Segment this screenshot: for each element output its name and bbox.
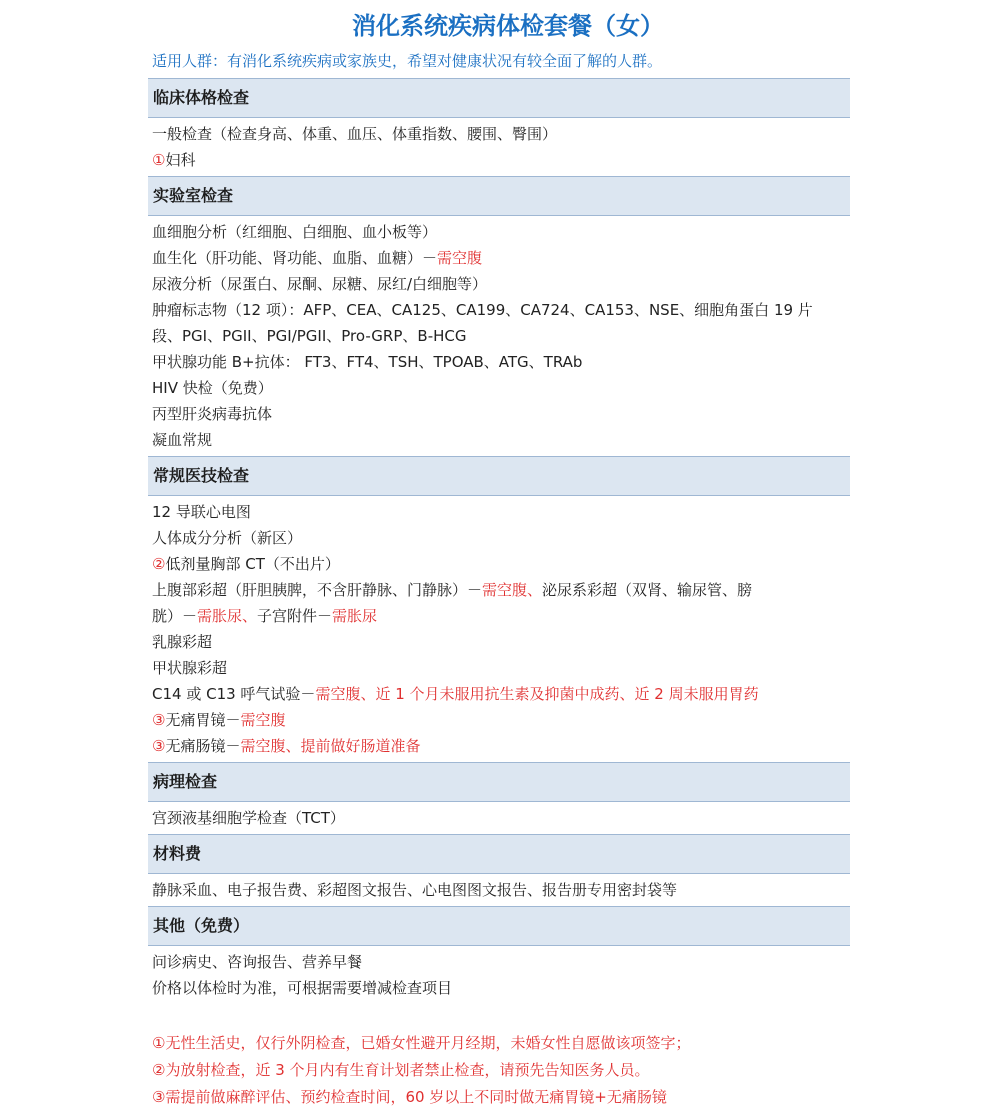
item-text: 血生化（肝功能、肾功能、血脂、血糖）－ [152, 249, 438, 267]
item-line [152, 629, 850, 655]
item-text: 无痛肠镜－ [165, 737, 241, 755]
item-text: 肿瘤标志物（12 项）：AFP、CEA、CA125、CA199、CA724、CA153、NSE、细胞角蛋白 19 片 [152, 301, 813, 319]
item-text: 丙型肝炎病毒抗体 [152, 405, 273, 423]
section-header: 材料费 [148, 834, 850, 874]
section-header: 临床体格检查 [148, 78, 850, 118]
item-text: 无痛胃镜－ [165, 711, 241, 729]
item-line [152, 427, 850, 453]
section [148, 834, 850, 906]
item-text: HIV 快检（免费） [152, 379, 273, 397]
item-text: 妇科 [165, 151, 196, 169]
item-line [152, 551, 850, 577]
item-line [152, 147, 850, 173]
item-line [152, 245, 850, 271]
item-text: 宫颈液基细胞学检查（TCT） [152, 809, 345, 827]
item-line [152, 603, 850, 629]
section-body [148, 874, 850, 906]
section-body [148, 496, 850, 762]
item-text: 上腹部彩超（肝胆胰脾，不含肝静脉、门静脉）－ [152, 581, 483, 599]
item-text: 一般检查（检查身高、体重、血压、体重指数、腰围、臀围） [152, 125, 558, 143]
section-body [148, 216, 850, 456]
footnote: ①无性生活史，仅行外阴检查，已婚女性避开月经期，未婚女性自愿做该项签字； [152, 1034, 691, 1052]
item-text: 甲状腺彩超 [152, 659, 228, 677]
checkup-package-document [148, 0, 850, 1111]
item-text: 血细胞分析（红细胞、白细胞、血小板等） [152, 223, 438, 241]
requirement-text: 需空腹 [240, 711, 286, 729]
item-line [152, 349, 850, 375]
item-text: 静脉采血、电子报告费、彩超图文报告、心电图图文报告、报告册专用密封袋等 [152, 881, 678, 899]
requirement-text: 需胀尿 [332, 607, 378, 625]
item-text: 段、PGI、PGII、PGI/PGII、Pro-GRP、B-HCG [152, 327, 467, 345]
item-text: 胱）－ [152, 607, 198, 625]
item-line [152, 219, 850, 245]
section-body [148, 946, 850, 1004]
item-line [152, 707, 850, 733]
requirement-text: ① [152, 151, 166, 169]
item-line [152, 525, 850, 551]
requirement-text: 需空腹、提前做好肠道准备 [240, 737, 421, 755]
sections-container [148, 78, 850, 1004]
item-line [152, 949, 850, 975]
item-line [152, 121, 850, 147]
item-text: 价格以体检时为准，可根据需要增减检查项目 [152, 979, 453, 997]
requirement-text: ③ [152, 737, 166, 755]
requirement-text: 需胀尿、 [197, 607, 258, 625]
footnote: ②为放射检查，近 3 个月内有生育计划者禁止检查，请预先告知医务人员。 [152, 1061, 650, 1079]
item-line [152, 375, 850, 401]
section-body [148, 802, 850, 834]
section [148, 176, 850, 456]
section-header: 病理检查 [148, 762, 850, 802]
section-header: 实验室检查 [148, 176, 850, 216]
notes-container [148, 1030, 850, 1111]
item-line [152, 733, 850, 759]
requirement-text: 需空腹、近 1 个月未服用抗生素及抑菌中成药、近 2 周未服用胃药 [315, 685, 759, 703]
item-text: 子宫附件－ [257, 607, 333, 625]
item-line [152, 499, 850, 525]
item-text: 问诊病史、咨询报告、营养早餐 [152, 953, 363, 971]
requirement-text: 需空腹、 [482, 581, 543, 599]
section [148, 906, 850, 1004]
item-line [152, 401, 850, 427]
section [148, 78, 850, 176]
item-text: C14 或 C13 呼气试验－ [152, 685, 316, 703]
item-text: 乳腺彩超 [152, 633, 213, 651]
item-line [152, 323, 850, 349]
item-line [152, 975, 850, 1001]
section-body [148, 118, 850, 176]
item-line [152, 297, 850, 323]
section [148, 762, 850, 834]
item-text: 凝血常规 [152, 431, 213, 449]
item-line [152, 655, 850, 681]
page-title: 消化系统疾病体检套餐（女） [352, 12, 664, 40]
section-header: 其他（免费） [148, 906, 850, 946]
item-line [152, 805, 850, 831]
item-text: 尿液分析（尿蛋白、尿酮、尿糖、尿红/白细胞等） [152, 275, 488, 293]
requirement-text: 需空腹 [437, 249, 483, 267]
requirement-text: ③ [152, 711, 166, 729]
item-text: 12 导联心电图 [152, 503, 251, 521]
item-text: 低剂量胸部 CT（不出片） [165, 555, 340, 573]
item-text: 泌尿系彩超（双肾、输尿管、膀 [542, 581, 753, 599]
section-header: 常规医技检查 [148, 456, 850, 496]
item-text: 甲状腺功能 B+抗体： FT3、FT4、TSH、TPOAB、ATG、TRAb [152, 353, 583, 371]
item-text: 人体成分分析（新区） [152, 529, 303, 547]
item-line [152, 681, 850, 707]
item-line [152, 577, 850, 603]
section [148, 456, 850, 762]
item-line [152, 877, 850, 903]
footnote: ③需提前做麻醉评估、预约检查时间，60 岁以上不同时做无痛胃镜+无痛肠镜 [152, 1088, 667, 1106]
item-line [152, 271, 850, 297]
applicable-population: 适用人群：有消化系统疾病或家族史，希望对健康状况有较全面了解的人群。 [152, 52, 663, 70]
requirement-text: ② [152, 555, 166, 573]
